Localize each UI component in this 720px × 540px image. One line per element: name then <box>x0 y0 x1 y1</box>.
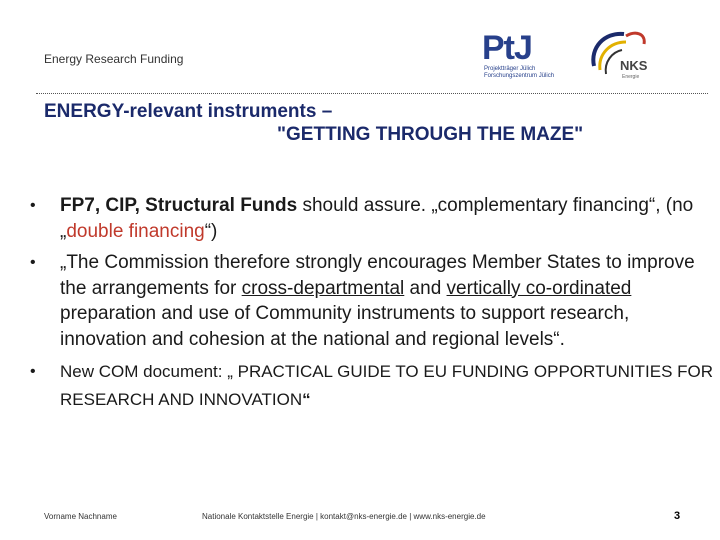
bullet-commission-text-a: „The Commission therefore strongly encourages Member States to improve the arrangements for <box>60 252 695 299</box>
bullet-com-document-end-quote: “ <box>302 390 311 409</box>
bullet-funds-bold: FP7, CIP, Structural Funds <box>60 195 298 216</box>
footer-center: Nationale Kontaktstelle Energie | kontakt@nks-energie.de | www.nks-energie.de <box>202 512 486 521</box>
page-number: 3 <box>674 510 681 522</box>
bullet-item-commission <box>30 250 714 352</box>
ptj-logo-subtitle <box>484 66 554 80</box>
slide-title-line2: "GETTING THROUGH THE MAZE" <box>277 124 584 145</box>
bullet-dot: • <box>30 363 36 380</box>
bullet-dot: • <box>30 254 36 271</box>
bullet-commission-underline-2: vertically co-ordinated <box>446 277 632 299</box>
bullet-funds-text-b: “) <box>204 220 218 242</box>
bullet-item-com-document <box>30 358 714 414</box>
header-divider <box>36 93 708 94</box>
nks-logo <box>586 26 666 84</box>
slide-title-line1: ENERGY-relevant instruments – <box>44 101 333 122</box>
bullet-list <box>30 193 714 420</box>
ptj-logo-word: PtJ <box>482 29 532 67</box>
bullet-dot: • <box>30 197 36 214</box>
ptj-logo-subtitle-line1: Projektträger Jülich <box>484 66 536 72</box>
bullet-commission-text-c: preparation and use of Community instruments to support research, innovation and cohesion at the national and regional levels“. <box>60 303 630 350</box>
ptj-logo-subtitle-line2: Forschungszentrum Jülich <box>484 73 555 79</box>
ptj-logo <box>482 30 578 80</box>
header-label: Energy Research Funding <box>44 52 184 66</box>
nks-logo-subtitle: Energie <box>622 74 640 80</box>
bullet-funds-text-a: should assure. „complementary financing“, (no „ <box>60 195 694 242</box>
nks-logo-word: NKS <box>620 58 648 73</box>
bullet-com-document-text: New COM document: „ PRACTICAL GUIDE TO EU FUNDING OPPORTUNITIES FOR RESEARCH AND INNOVATION <box>60 362 714 409</box>
bullet-item-funds <box>30 193 714 244</box>
footer-left: Vorname Nachname <box>44 512 117 521</box>
bullet-commission-text-b: and <box>404 277 447 299</box>
bullet-commission-underline-1: cross-departmental <box>241 277 405 299</box>
bullet-funds-red: double financing <box>66 220 205 242</box>
